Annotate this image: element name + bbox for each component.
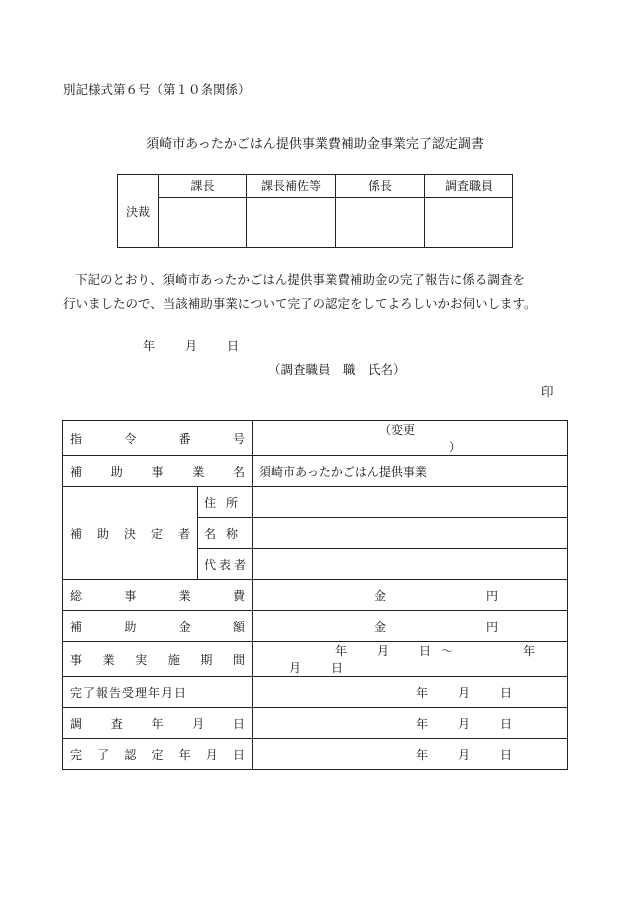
date-day: 日 [227,339,240,353]
approval-date-value [253,739,568,770]
approval-table [117,174,513,248]
date-year: 年 [143,339,156,353]
address-value [253,487,568,518]
report-date-value [253,677,568,708]
details-table [62,420,568,770]
period-end-year: 年 [523,644,536,658]
period-tilde: 〜 [441,644,454,658]
total-cost-kin: 金 [374,588,387,603]
total-cost-value [253,580,568,611]
order-number-close: ） [449,440,462,454]
report-month: 月 [458,685,471,700]
table-row [63,580,568,611]
project-name-value: 須崎市あったかごはん提供事業 [253,456,568,487]
table-row [63,611,568,642]
subsidy-amount-yen: 円 [486,619,499,634]
recipient-label: 補 助 決 定 者 [63,487,198,580]
form-reference: 別記様式第６号（第１０条関係） [63,82,251,97]
report-date-label: 完了報告受理年月日 [63,677,253,708]
date-month: 月 [185,339,198,353]
investigator-name: （調査職員 職 氏名） [268,362,406,377]
approval-header-subsection-chief: 係長 [367,179,392,193]
representative-label: 代 表 者 [198,549,253,580]
report-day: 日 [500,685,513,700]
survey-month: 月 [458,716,471,731]
approval-day: 日 [500,747,513,762]
table-row [63,739,568,770]
survey-year: 年 [416,716,429,731]
order-number-label-text: 指 令 番 号 [70,431,245,446]
approval-header-deputy-chief: 課長補佐等 [260,179,321,193]
period-start-day: 日 [419,644,432,658]
order-number-change: （変更 [379,423,416,437]
survey-date-value [253,708,568,739]
approval-label: 決裁 [125,204,150,219]
period-end-month: 月 [289,661,302,675]
seal-mark: 印 [541,384,554,399]
table-row [63,421,568,456]
approval-year: 年 [416,747,429,762]
project-name-label: 補 助 事 業 名 [63,456,253,487]
table-row [63,487,568,518]
order-number-label [63,421,253,456]
body-line-1: 下記のとおり、須崎市あったかごはん提供事業費補助金の完了報告に係る調査を [75,272,525,287]
subsidy-amount-kin: 金 [374,619,387,634]
period-label: 事 業 実 施 期 間 [63,642,253,677]
name-value [253,518,568,549]
subsidy-amount-label: 補 助 金 額 [63,611,253,642]
date-line [143,337,239,354]
approval-date-label: 完 了 認 定 年 月 日 [63,739,253,770]
address-label: 住 所 [198,487,253,518]
period-start-month: 月 [377,644,390,658]
name-label: 名 称 [198,518,253,549]
period-value [253,642,568,677]
body-text [63,268,573,316]
table-row [63,708,568,739]
approval-month: 月 [458,747,471,762]
period-start-year: 年 [335,644,348,658]
approval-header-investigator: 調査職員 [444,179,493,193]
body-line-2: 行いましたので、当該補助事業について完了の認定をしてよろしいかお伺いします。 [63,296,537,311]
document-title: 須崎市あったかごはん提供事業費補助金事業完了認定調書 [146,137,484,152]
survey-day: 日 [500,716,513,731]
table-row [63,456,568,487]
approval-header-section-chief: 課長 [190,179,215,193]
order-number-value [253,421,568,456]
representative-value [253,549,568,580]
period-end-day: 日 [331,661,344,675]
total-cost-label: 総 事 業 費 [63,580,253,611]
table-row [63,677,568,708]
total-cost-yen: 円 [486,588,499,603]
survey-date-label: 調 査 年 月 日 [63,708,253,739]
table-row [63,642,568,677]
report-year: 年 [416,685,429,700]
approval-header-divider [158,197,512,198]
subsidy-amount-value [253,611,568,642]
